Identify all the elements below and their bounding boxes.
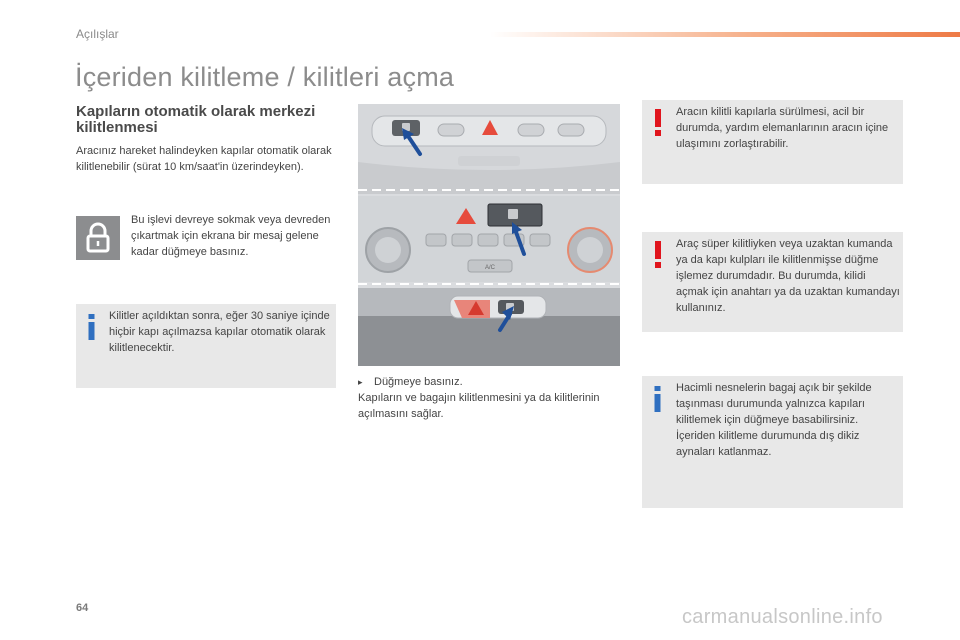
info-box-bulky-items <box>642 376 903 508</box>
info-text-auto-lock: Kilitler açıldıktan sonra, eğer 30 saniye içinde hiçbir kapı açılmazsa kapılar otomatik olarak kilitlenecektir. <box>109 310 330 354</box>
section-label: Açılışlar <box>76 27 119 41</box>
step-instructions <box>358 374 618 422</box>
warning-text-emergency: Aracın kilitli kapılarla sürülmesi, acil bir durumda, yardım elemanlarının aracın içine ulaşımını zorlaştırabilir. <box>676 106 889 150</box>
sub-heading: Kapıların otomatik olarak merkezi kilitlenmesi <box>76 103 316 136</box>
step-detail: Kapıların ve bagajın kilitlenmesini ya da kilitlerinin açılmasını sağlar. <box>358 392 600 420</box>
warning-text-superlock: Araç süper kilitliyken veya uzaktan kumanda ya da kapı kulpları ile kilitlenmişse düğme işlemez durumdadır. Bu durumda, kilidi açmak için anahtarı ya da uzaktan kumandayı kullanınız. <box>676 238 900 314</box>
info-text-bulky-items: Hacimli nesnelerin bagaj açık bir şekilde taşınması durumunda yalnızca kapıları kilitlemek için düğmeye basabilirsiniz. İçeriden kilitleme durumunda dış dikiz aynaları katlanmaz. <box>676 382 872 458</box>
page-number: 64 <box>76 602 89 614</box>
warning-icon <box>654 109 662 137</box>
warning-box-emergency <box>642 100 903 184</box>
step-label: Düğmeye basınız. <box>374 376 463 388</box>
lock-button-instruction: Bu işlevi devreye sokmak veya devreden çıkartmak için ekrana bir mesaj gelene kadar düğmeye basınız. <box>131 214 331 258</box>
warning-box-superlock <box>642 232 903 332</box>
step-bullet-icon: ▸ <box>358 377 363 387</box>
info-box-auto-lock <box>76 304 336 388</box>
lock-icon <box>76 216 120 260</box>
page-title: İçeriden kilitleme / kilitleri açma <box>75 62 455 92</box>
intro-text: Aracınız hareket halindeyken kapılar otomatik olarak kilitlenebilir (sürat 10 km/saat'in üzerindeyken). <box>76 145 332 173</box>
ac-label: A/C <box>484 265 496 271</box>
dashboard-photo <box>358 104 620 366</box>
info-icon <box>87 314 96 340</box>
warning-icon <box>654 241 662 269</box>
header-accent-bar <box>490 32 960 37</box>
watermark: carmanualsonline.info <box>682 606 883 628</box>
info-icon <box>653 386 662 412</box>
